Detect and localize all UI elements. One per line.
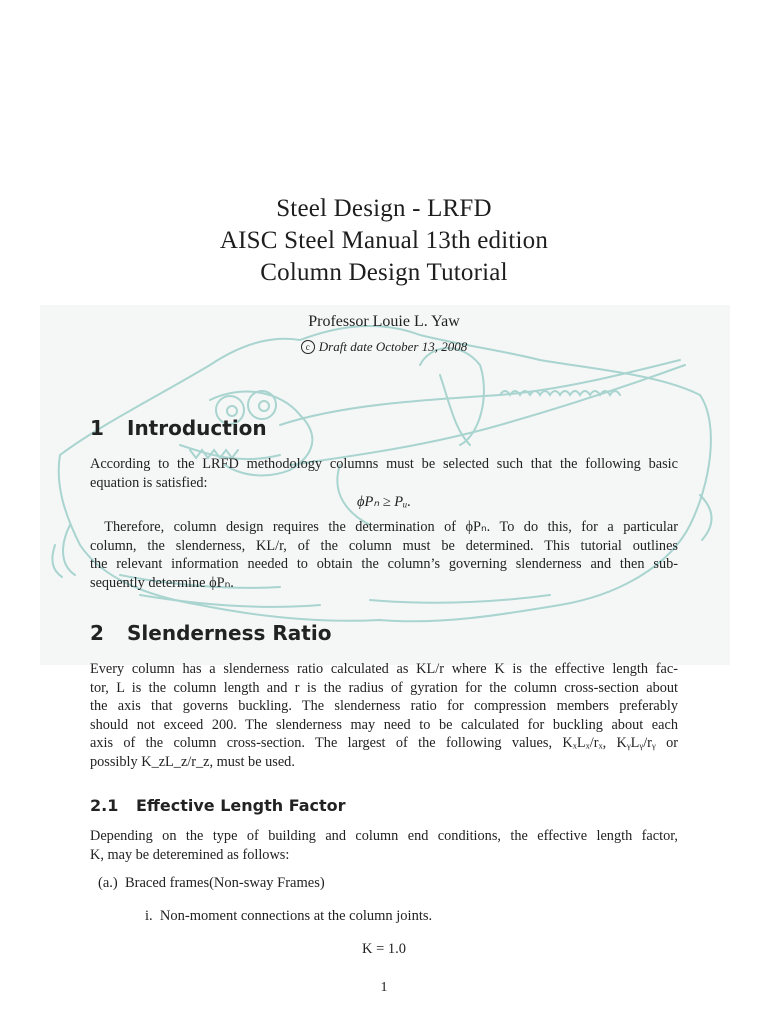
text-line: the axis that governs buckling. The slenderness ratio for compression members preferably — [90, 698, 678, 714]
section-title: Slenderness Ratio — [127, 621, 332, 645]
subsection-heading-effective-length — [90, 796, 346, 815]
text-line: column, the slenderness, KL/r, of the column must be determined. This tutorial outlines — [90, 537, 678, 554]
title-line-1: Steel Design - LRFD — [276, 195, 492, 222]
subsection-number: 2.1 — [90, 796, 119, 815]
effective-length-paragraph — [90, 827, 678, 864]
text-line: Every column has a slenderness ratio calculated as KL/r where K is the effective length fac- — [90, 661, 678, 677]
list-item-non-moment-connections: i. Non-moment connections at the column joints. — [145, 908, 433, 924]
section-heading-slenderness — [90, 621, 331, 645]
equation-phi-pn: ϕPₙ ≥ Pᵤ. — [356, 494, 412, 510]
section-number: 2 — [90, 621, 104, 645]
copyright-icon: c — [301, 340, 315, 354]
text-line: Depending on the type of building and column end conditions, the effective length factor, — [90, 828, 678, 844]
text-line: possibly K_zL_z/r_z, must be used. — [90, 753, 295, 770]
list-item-braced-frames: (a.) Braced frames(Non-sway Frames) — [98, 875, 325, 891]
intro-paragraph-2 — [90, 518, 678, 592]
text-line: Therefore, column design requires the determination of ϕPₙ. To do this, for a particular — [90, 519, 678, 535]
author: Professor Louie L. Yaw — [308, 313, 460, 330]
section-title: Introduction — [127, 416, 267, 440]
text-line: equation is satisfied: — [90, 474, 208, 491]
equation-k-value: K = 1.0 — [361, 941, 407, 957]
section-heading-introduction — [90, 416, 267, 440]
text-line: axis of the column cross-section. The largest of the following values, KₓLₓ/rₓ, KᵧLᵧ/rᵧ or — [90, 735, 678, 751]
intro-paragraph-1 — [90, 455, 678, 492]
slenderness-paragraph — [90, 660, 678, 771]
text-line: K, may be deteremined as follows: — [90, 846, 290, 863]
text-line: should not exceed 200. The slenderness may need to be calculated for buckling about each — [90, 716, 678, 733]
draft-date-text: Draft date October 13, 2008 — [318, 339, 468, 354]
text-line: sequently determine ϕPₙ. — [90, 574, 234, 591]
text-line: tor, L is the column length and r is the radius of gyration for the column cross-section about — [90, 679, 678, 696]
subsection-title: Effective Length Factor — [136, 796, 346, 815]
title-line-3: Column Design Tutorial — [260, 259, 508, 286]
section-number: 1 — [90, 416, 104, 440]
text-line: According to the LRFD methodology columns must be selected such that the following basic — [90, 456, 678, 472]
page-number: 1 — [380, 980, 388, 995]
draft-date — [0, 339, 768, 355]
text-line: the relevant information needed to obtain the column’s governing slenderness and then sub- — [90, 556, 678, 572]
title-line-2: AISC Steel Manual 13th edition — [219, 227, 549, 254]
